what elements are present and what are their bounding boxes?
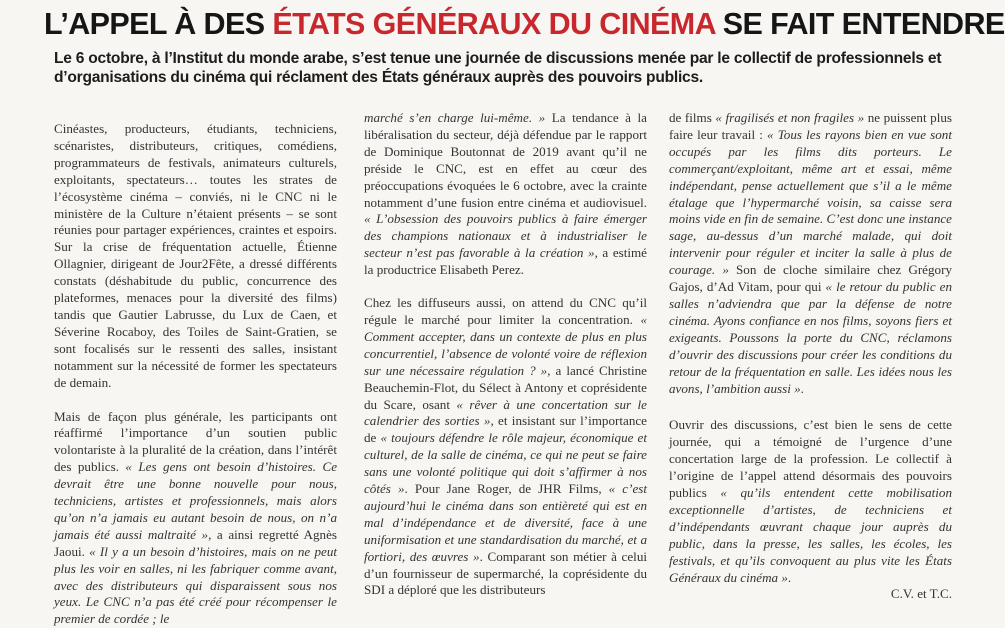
quote: « L’obsession des pouvoirs publics à faire émerger des champions nationaux et à industrialiser le secteur n’est pas favorable à la création » bbox=[364, 211, 647, 261]
lead-paragraph: Le 6 octobre, à l’Institut du monde arabe, s’est tenue une journée de discussions menée par le collectif de professionnels et d’organisations du cinéma qui réclament des États généraux auprès des pouvoirs publics. bbox=[54, 50, 942, 86]
text-run: . bbox=[787, 569, 792, 585]
quote: marché s’en charge lui-même. » bbox=[364, 110, 546, 125]
quote: « c’est aujourd’hui le cinéma dans son entièreté qui est en mal d’indépendance et de diversité, face à une uniformisation et une standardisation du marché, et a fortiori, des œuvres » bbox=[364, 481, 647, 564]
text-run: Son de cloche similaire chez Grégory Gajos, d’Ad Vitam, pour qui bbox=[669, 262, 952, 295]
headline-highlight: ÉTATS GÉNÉRAUX DU CINÉMA bbox=[272, 7, 715, 41]
quote: « qu’ils entendent cette mobilisation exceptionnelle d’artistes, de techniciens et d’indépendants œuvrant chaque jour auprès du public, dans la presse, les salles, les écoles, les festivals, et qu’ils convoquent au plus vite les États Généraux du cinéma » bbox=[669, 485, 952, 585]
text-run: , a estimé la productrice Elisabeth Perez. bbox=[364, 245, 647, 278]
text-run: Mais de façon plus générale, les participants ont réaffirmé l’importance d’un soutien public volontariste à la pluralité de la création, dans l’intérêt des publics. bbox=[54, 408, 337, 475]
text-run: La tendance à la libéralisation du secteur, déjà défendue par le rapport de Dominique Boutonnat de 2019 avant qu’il ne préside le CNC, est en effet au cœur des préoccupations évoquées le 6 octobre, avec la crainte notamment d’une fusion entre cinéma et audiovisuel. bbox=[364, 110, 647, 210]
column-3-paragraph-1 bbox=[669, 110, 952, 397]
text-run: . Pour Jane Roger, de JHR Films, bbox=[404, 481, 609, 497]
column-1-paragraph-1: Cinéastes, producteurs, étudiants, techniciens, scénaristes, distributeurs, critiques, comédiens, programmateurs de festivals, animateurs culturels, exploitants, spectateurs… toutes les strates de l’écosystème cinéma – conviés, ni le CNC ni le ministère de la Culture n’étaient présents – se sont réunies pour partager expériences, craintes et espoirs. Sur la crise de fréquentation actuelle, Étienne Ollagnier, dirigeant de Jour2Fête, a dressé différents constats (déshabitude du public, concurrence des plateformes, menaces pour la diversité des films) tandis que Gautier Labrusse, du Lux de Caen, et Séverine Rocaboy, des Toiles de Saint-Gratien, se sont focalisés sur le ressenti des salles, insistant notamment sur la nécessité de former les spectateurs de demain. bbox=[54, 121, 337, 390]
quote: « Tous les rayons bien en vue sont occupés par les films dits porteurs. Le commerçant/exploitant, même art et essai, même indépendant, pense actuellement que s’il a le même étalage que l’hypermarché voisin, sa caisse sera moins vide en fin de semaine. C’est donc une instance sage, au-dessus d’un marché malade, qui doit intervenir pour réguler et inciter la salle à plus de courage. » bbox=[669, 126, 952, 278]
column-3-paragraph-2 bbox=[669, 417, 952, 586]
quote: « fragilisés et non fragiles » bbox=[715, 110, 865, 125]
quote: « le retour du public en salles n’adviendra que par la défense de notre cinéma. Ayons confiance en nos films, soyons fiers et exigeants. Poussons la porte du CNC, réclamons d’ouvrir des discussions pour créer les conditions du retour de la fréquentation en salle. Les idées nous les avons, l’ambition aussi » bbox=[669, 279, 953, 396]
text-run: , et insistant sur l’importance de bbox=[364, 413, 647, 446]
quote: « Les gens ont besoin d’histoires. Ce devrait être une bonne nouvelle pour nous, techniciens, artistes et professionnels, mais alors qu’on n’a jamais eu autant besoin de nous, on n’a jamais été aussi maltraité » bbox=[54, 459, 337, 542]
article-column-1 bbox=[54, 121, 337, 628]
text-run: ne puissent plus faire leur travail : bbox=[669, 110, 952, 142]
quote: « Comment accepter, dans un contexte de plus en plus concurrentiel, l’absence de volonté voire de réflexion sur une nécessaire régulation ? » bbox=[364, 311, 647, 378]
text-run: . Comparant son métier à celui d’un fournisseur de supermarché, la coprésidente du SDI a déploré que les distributeurs bbox=[364, 548, 647, 598]
column-1-paragraph-2 bbox=[54, 409, 337, 628]
headline-part-1: L’APPEL À DES bbox=[44, 7, 273, 41]
article-column-2 bbox=[364, 110, 647, 599]
column-2-paragraph-1 bbox=[364, 110, 647, 279]
text-run: Chez les diffuseurs aussi, on attend du CNC qu’il régule le marché pour limiter la concentration. bbox=[364, 295, 647, 327]
headline bbox=[44, 6, 1005, 42]
text-run: , a lancé Christine Beauchemin-Flot, du Sélect à Antony et coprésidente du Scare, osant bbox=[364, 362, 647, 412]
quote: « toujours défendre le rôle majeur, économique et culturel, de la salle de cinéma, ce qui ne peut se faire sans une volonté politique qui doit s’affirmer à nos côtés » bbox=[364, 430, 647, 497]
quote: « Il y a un besoin d’histoires, mais on ne peut plus les voir en salles, ni les fabriquer comme avant, avec des distributeurs qui disparaissent sous nos yeux. Le CNC n’a pas été créé pour récompenser le premier de cordée ; le bbox=[54, 543, 338, 627]
quote: « rêver à une concertation sur le calendrier des sorties » bbox=[364, 396, 647, 429]
text-run: Ouvrir des discussions, c’est bien le sens de cette journée, qui a témoigné de l’urgence d’une concertation large de la profession. Le collectif à l’origine de l’appel attend désormais des pouvoirs publics bbox=[669, 417, 952, 501]
column-2-paragraph-2 bbox=[364, 295, 647, 599]
author-signature: C.V. et T.C. bbox=[890, 586, 952, 602]
article-column-3 bbox=[669, 110, 952, 603]
text-run: . bbox=[800, 380, 804, 396]
headline-part-2: SE FAIT ENTENDRE bbox=[714, 7, 1005, 41]
text-run: , a ainsi regretté Agnès Jaoui. bbox=[54, 526, 337, 559]
text-run: de films bbox=[669, 110, 716, 125]
